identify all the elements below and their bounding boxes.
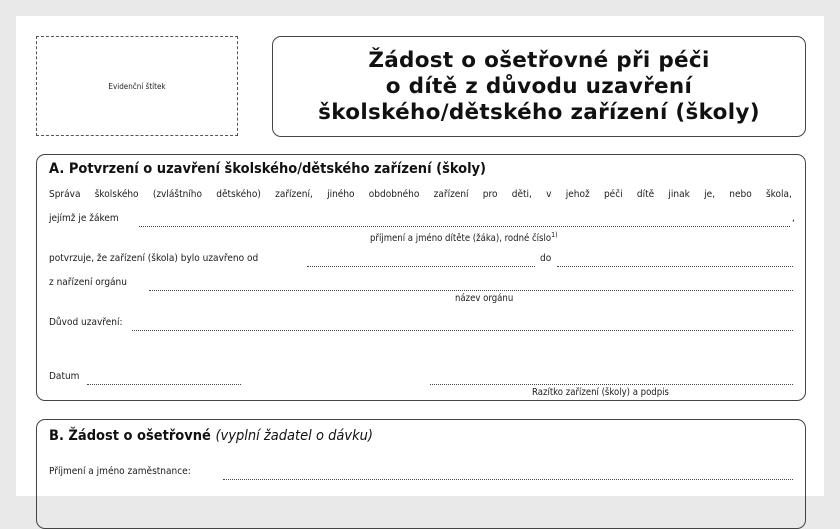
pupil-line-end: , xyxy=(792,213,795,224)
intro-word: péči xyxy=(603,189,623,200)
section-a-intro-line xyxy=(49,189,792,200)
intro-word: je, xyxy=(704,189,716,200)
employee-name-label: Příjmení a jméno zaměstnance: xyxy=(49,466,191,477)
intro-word: (zvláštního xyxy=(152,189,203,200)
registration-label-box xyxy=(36,36,238,136)
intro-word: jinak xyxy=(668,189,690,200)
intro-word: jiného xyxy=(327,189,355,200)
form-sheet xyxy=(16,16,824,496)
pupil-label: jejímž je žákem xyxy=(49,213,119,224)
closed-to-label: do xyxy=(540,253,552,264)
section-b-title-note: (vyplní žadatel o dávku) xyxy=(215,428,373,444)
section-a-title: A. Potvrzení o uzavření školského/dětského zařízení (školy) xyxy=(49,161,487,177)
section-a xyxy=(36,154,806,401)
authority-caption: název orgánu xyxy=(455,293,514,304)
signature-field[interactable] xyxy=(430,383,793,385)
reason-label: Důvod uzavření: xyxy=(49,317,123,328)
form-title-line-2: o dítě z důvodu uzavření xyxy=(385,73,693,99)
intro-word: školského xyxy=(94,189,139,200)
form-title-line-3: školského/dětského zařízení (školy) xyxy=(318,99,760,125)
intro-word: nebo xyxy=(729,189,752,200)
intro-word: zařízení, xyxy=(275,189,313,200)
intro-word: jehož xyxy=(565,189,590,200)
footnote-marker: 1) xyxy=(551,231,558,239)
intro-word: pro xyxy=(482,189,498,200)
section-b xyxy=(36,419,806,529)
closed-from-field[interactable] xyxy=(307,265,535,267)
intro-word: obdobného xyxy=(368,189,420,200)
authority-label: z nařízení orgánu xyxy=(49,277,127,288)
intro-word: dítě xyxy=(636,189,655,200)
section-b-title-main: B. Žádost o ošetřovné xyxy=(49,428,211,444)
pupil-caption: příjmení a jméno dítěte (žáka), rodné číslo$^{1)}$ xyxy=(370,231,558,245)
registration-label-text: Evidenční štítek xyxy=(108,81,166,91)
intro-word: v xyxy=(546,189,552,200)
intro-word: děti, xyxy=(511,189,532,200)
intro-word: zařízení xyxy=(433,189,469,200)
closed-to-field[interactable] xyxy=(557,265,793,267)
intro-word: škola, xyxy=(765,189,792,200)
pupil-name-field[interactable] xyxy=(139,225,790,227)
closed-from-label: potvrzuje, že zařízení (škola) bylo uzavřeno od xyxy=(49,253,259,264)
authority-field[interactable] xyxy=(149,289,793,291)
signature-caption: Razítko zařízení (školy) a podpis xyxy=(532,387,669,398)
section-b-title xyxy=(49,428,373,444)
reason-field[interactable] xyxy=(132,329,793,331)
form-title-line-1: Žádost o ošetřovné při péči xyxy=(368,47,710,73)
date-field[interactable] xyxy=(87,383,241,385)
intro-word: Správa xyxy=(49,189,81,200)
form-title-box xyxy=(272,36,806,137)
date-label: Datum xyxy=(49,371,80,382)
intro-word: dětského) xyxy=(216,189,261,200)
